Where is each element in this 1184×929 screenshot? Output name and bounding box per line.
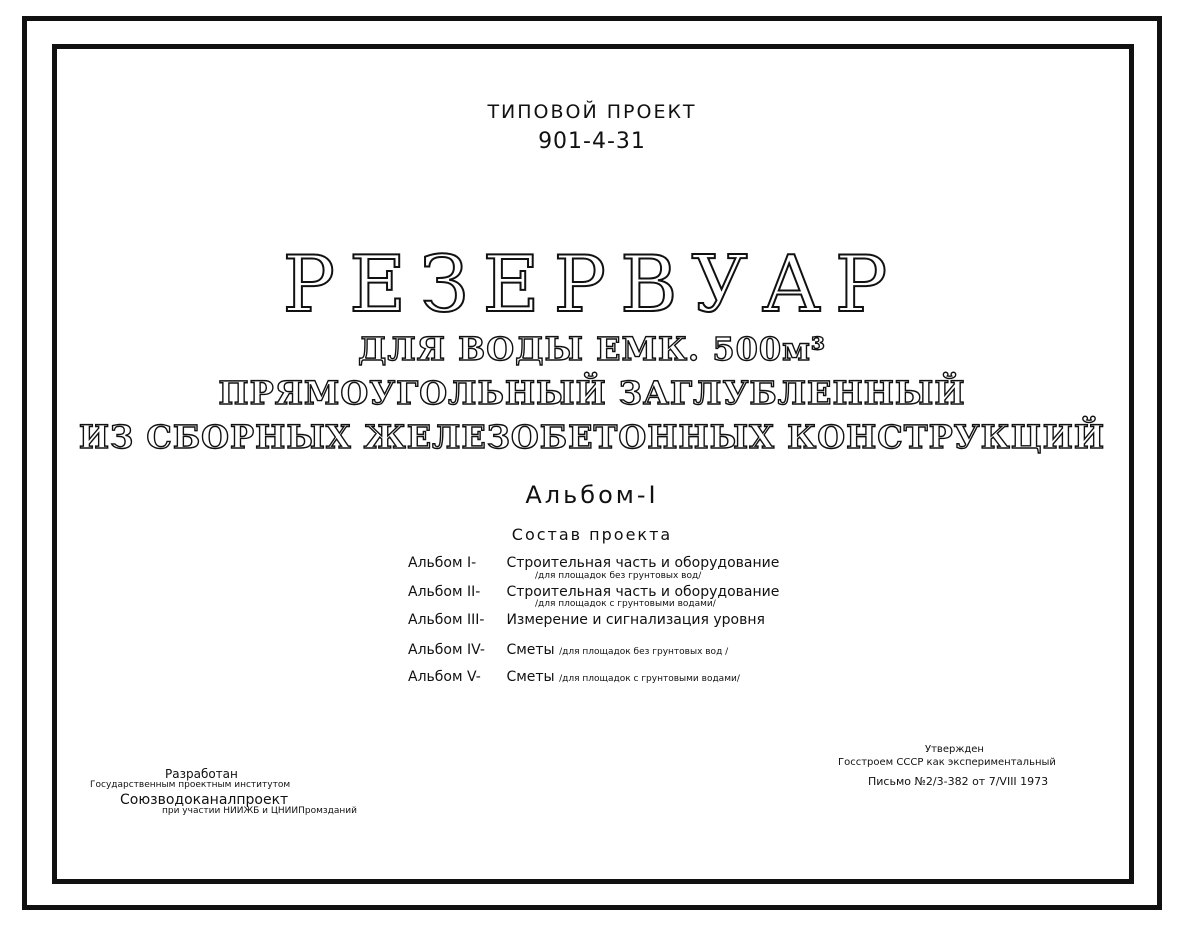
album-note: /для площадок без грунтовых вод / — [559, 647, 729, 657]
subtitle-construction: ИЗ СБОРНЫХ ЖЕЛЕЗОБЕТОННЫХ КОНСТРУКЦИЙ — [78, 418, 1106, 456]
album-label: Альбом III- — [408, 612, 485, 628]
developed-participation: при участии НИИЖБ и ЦНИИПромзданий — [162, 806, 357, 816]
album-note: /для площадок с грунтовыми водами/ — [559, 674, 740, 684]
album-label: Альбом II- — [408, 584, 481, 600]
developed-organization: Союзводоканалпроект — [120, 792, 289, 808]
main-title: РЕЗЕРВУАР — [282, 240, 902, 330]
album-label: Альбом I- — [408, 555, 477, 571]
album-description: Измерение и сигнализация уровня — [506, 612, 765, 628]
album-description: Строительная часть и оборудование — [506, 555, 780, 571]
developed-institute: Государственным проектным институтом — [90, 780, 291, 790]
project-number: 901-4-31 — [538, 129, 646, 154]
approved-heading: Утвержден — [925, 744, 984, 755]
composition-item — [408, 555, 779, 571]
album-description: Сметы — [506, 642, 555, 658]
composition-heading: Состав проекта — [511, 525, 673, 544]
album-label: Альбом IV- — [408, 642, 485, 658]
album-description: Строительная часть и оборудование — [506, 584, 780, 600]
subtitle-capacity: ДЛЯ ВОДЫ ЕМК. 500м³ — [358, 330, 826, 368]
album-note: /для площадок с грунтовыми водами/ — [535, 599, 716, 609]
subtitle-type: ПРЯМОУГОЛЬНЫЙ ЗАГЛУБЛЕННЫЙ — [218, 374, 966, 412]
album-label: Альбом V- — [408, 669, 481, 685]
album-description: Сметы — [506, 669, 555, 685]
composition-item — [408, 642, 728, 658]
composition-item — [408, 669, 740, 685]
album-note: /для площадок без грунтовых вод/ — [535, 571, 702, 581]
approved-letter: Письмо №2/3-382 от 7/VIII 1973 — [868, 775, 1049, 788]
composition-item — [408, 584, 779, 600]
project-type-label: ТИПОВОЙ ПРОЕКТ — [487, 101, 697, 123]
approved-authority: Госстроем СССР как экспериментальный — [838, 757, 1056, 768]
album-number: Альбом-I — [525, 481, 659, 509]
developed-heading: Разработан — [165, 767, 238, 781]
composition-item — [408, 612, 765, 628]
